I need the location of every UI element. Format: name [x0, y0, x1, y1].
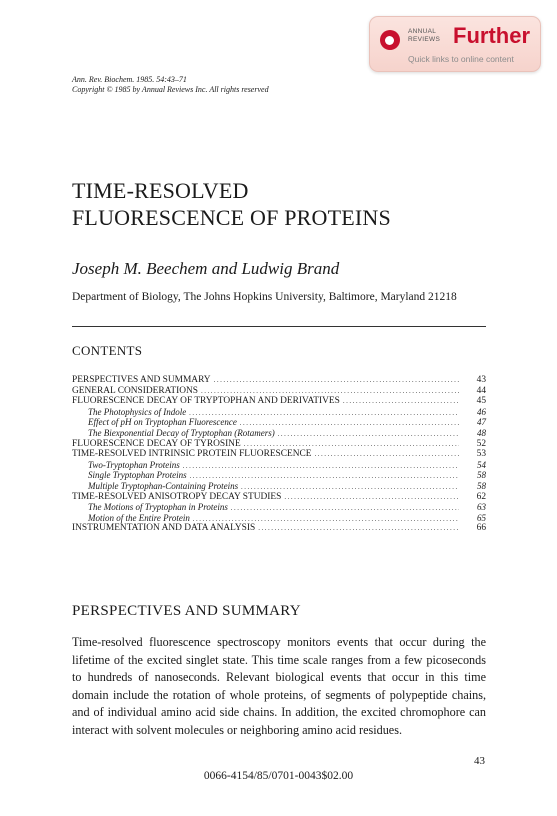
- citation: [72, 75, 269, 95]
- toc-entry[interactable]: [72, 460, 486, 471]
- toc-entry[interactable]: [72, 386, 486, 397]
- toc-entry-title: TIME-RESOLVED ANISOTROPY DECAY STUDIES: [72, 491, 282, 502]
- toc-entry-title: FLUORESCENCE DECAY OF TRYPTOPHAN AND DERIVATIVES: [72, 396, 340, 407]
- toc-entry-title: Multiple Tryptophan-Containing Proteins: [88, 480, 239, 491]
- toc-entry[interactable]: [72, 449, 486, 460]
- toc-entry-page: 45: [476, 396, 486, 407]
- toc-leader-dots: [258, 523, 459, 534]
- toc-entry-title: Single Tryptophan Proteins: [88, 470, 187, 481]
- toc-entry-title: Two-Tryptophan Proteins: [88, 459, 180, 470]
- toc-entry[interactable]: [72, 428, 486, 439]
- toc-entry-title: Motion of the Entire Protein: [88, 512, 190, 523]
- toc-entry-page: 43: [476, 375, 486, 385]
- toc-leader-dots: [183, 461, 459, 472]
- article-title: TIME-RESOLVED FLUORESCENCE OF PROTEINS: [72, 178, 391, 230]
- article-code: 0066-4154/85/0701-0043$02.00: [203, 770, 354, 782]
- toc-entry-page: 54: [477, 459, 486, 470]
- toc-entry-page: 66: [476, 523, 486, 534]
- table-of-contents: [72, 375, 486, 534]
- toc-entry-page: 52: [476, 438, 486, 449]
- further-brand: Further: [453, 23, 530, 48]
- toc-entry-page: 47: [477, 417, 486, 428]
- contents-heading: CONTENTS: [72, 343, 143, 358]
- toc-entry-page: 58: [477, 470, 486, 481]
- toc-entry-title: PERSPECTIVES AND SUMMARY: [72, 375, 211, 385]
- toc-entry[interactable]: [72, 481, 486, 492]
- further-banner[interactable]: [369, 16, 541, 72]
- toc-entry-title: The Motions of Tryptophan in Proteins: [88, 502, 228, 513]
- toc-entry-page: 63: [477, 502, 486, 513]
- toc-entry-title: INSTRUMENTATION AND DATA ANALYSIS: [72, 523, 256, 534]
- toc-entry[interactable]: [72, 417, 486, 428]
- toc-leader-dots: [214, 375, 459, 386]
- copyright-line: Copyright © 1985 by Annual Reviews Inc. All rights reserved: [72, 85, 269, 94]
- toc-entry-page: 65: [477, 512, 486, 523]
- toc-entry[interactable]: [72, 439, 486, 450]
- toc-entry[interactable]: [72, 407, 486, 418]
- divider: [72, 326, 486, 327]
- toc-entry[interactable]: [72, 375, 486, 386]
- body-paragraph: Time-resolved fluorescence spectroscopy monitors events that occur during the lifetime of the excited singlet state. This time scale ranges from a few picoseconds to hundreds of nanoseconds. Relevant biological events that occur in this time domain include the rotation of whole proteins, of segments of polypeptide chains, and of individual amino acid side chains. In addition, the excited chromophore can interact with solvent molecules or neighboring amino acid residues.: [72, 635, 486, 737]
- toc-leader-dots: [231, 503, 459, 514]
- journal-line: Ann. Rev. Biochem. 1985. 54:43–71: [72, 75, 187, 84]
- authors: Joseph M. Beechem and Ludwig Brand: [72, 259, 340, 278]
- toc-entry-page: 62: [476, 491, 486, 502]
- toc-entry-page: 58: [477, 480, 486, 491]
- toc-entry-page: 44: [476, 385, 486, 396]
- toc-leader-dots: [244, 439, 459, 450]
- toc-leader-dots: [284, 492, 459, 503]
- publisher-label: ANNUAL REVIEWS: [408, 28, 441, 43]
- page-number: 43: [474, 755, 485, 767]
- section-heading: PERSPECTIVES AND SUMMARY: [72, 603, 301, 619]
- toc-entry[interactable]: [72, 396, 486, 407]
- toc-entry-title: Effect of pH on Tryptophan Fluorescence: [88, 417, 237, 428]
- toc-entry-title: The Biexponential Decay of Tryptophan (Rotamers): [88, 427, 275, 438]
- toc-entry-page: 53: [476, 449, 486, 460]
- toc-entry[interactable]: [72, 523, 486, 534]
- toc-entry[interactable]: [72, 470, 486, 481]
- toc-leader-dots: [315, 449, 459, 460]
- toc-entry-title: TIME-RESOLVED INTRINSIC PROTEIN FLUORESCENCE: [72, 449, 312, 460]
- further-tagline: Quick links to online content: [408, 54, 514, 64]
- toc-entry[interactable]: [72, 502, 486, 513]
- toc-entry[interactable]: [72, 492, 486, 503]
- toc-entry-title: The Photophysics of Indole: [88, 406, 187, 417]
- toc-entry-page: 46: [477, 406, 486, 417]
- toc-entry-page: 48: [477, 427, 486, 438]
- toc-leader-dots: [343, 396, 459, 407]
- affiliation: Department of Biology, The Johns Hopkins University, Baltimore, Maryland 21218: [72, 291, 457, 303]
- toc-entry-title: GENERAL CONSIDERATIONS: [72, 385, 198, 396]
- annual-reviews-logo-icon: [380, 30, 400, 50]
- toc-leader-dots: [201, 386, 459, 397]
- toc-entry[interactable]: [72, 513, 486, 524]
- toc-entry-title: FLUORESCENCE DECAY OF TYROSINE: [72, 438, 241, 449]
